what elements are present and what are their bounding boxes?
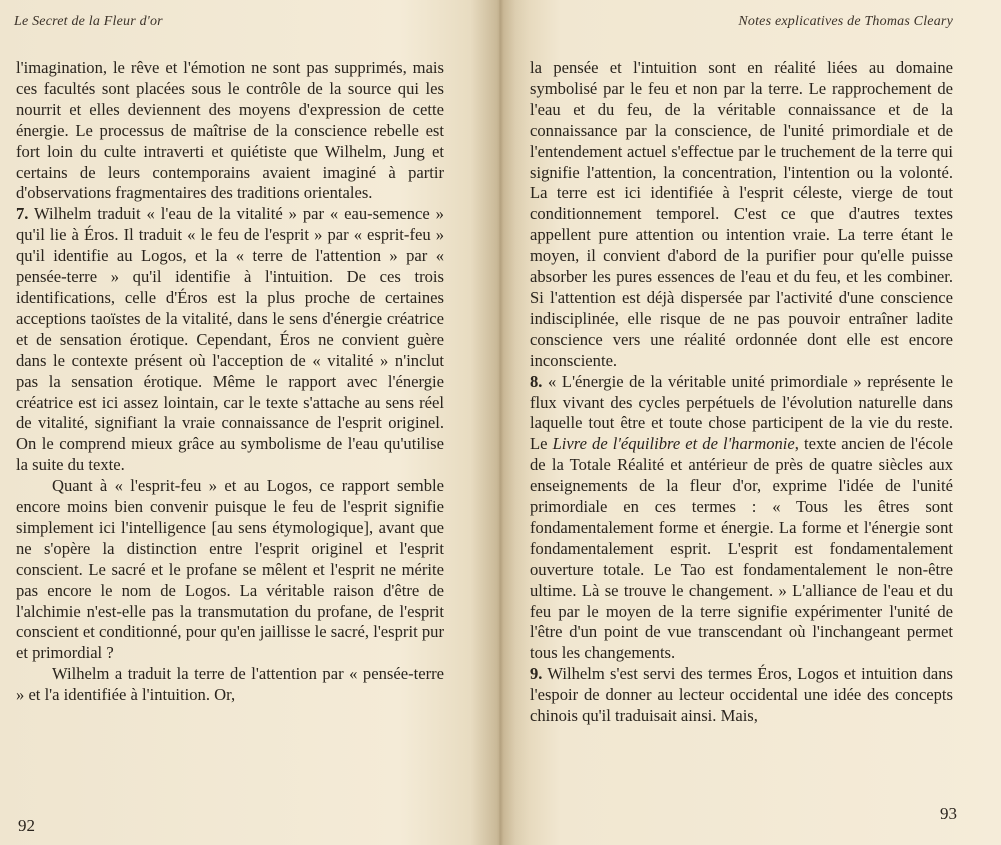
- paragraph: [16, 58, 444, 204]
- paragraph: [16, 476, 444, 664]
- note-number: 9.: [530, 664, 543, 684]
- paragraph-text: , texte ancien de l'école de la Totale Réalité et antérieur de près de quatre siècles aux enseignements de la fleur d'or, exprime l'idée de l'unité primordiale en ces termes : « Tous les êtres sont fondamentalement forme et énergie. La forme et l'énergie sont fondamentalement esprit. L'esprit est fondamentalement ouverture totale. Le Tao est fondamentalement le non-être ultime. Là se trouve le changement. » L'alliance de l'eau et du feu par le moyen de la terre signifie expérimenter l'unité de l'être d'un point de vue transcendant où l'inchangeant permet tous les changements.: [530, 434, 953, 663]
- paragraph-text: « L'énergie de la véritable unité primordiale » représente le flux vivant des cycles perpétuels de l'évolution naturelle dans laquelle tout être et toute chose participent de la vie du reste. Le: [530, 371, 953, 454]
- paragraph-text: Wilhelm a traduit la terre de l'attention par « pensée-terre » et l'a identifiée à l'intuition. Or,: [16, 664, 444, 705]
- paragraph: [16, 664, 444, 706]
- running-head-left: Le Secret de la Fleur d'or: [14, 14, 163, 29]
- paragraph-text: l'imagination, le rêve et l'émotion ne sont pas supprimés, mais ces facultés sont placées sous le contrôle de la source qui les nourrit et elles deviennent des moyens d'expression de cette énergie. Le processus de maîtrise de la conscience rebelle est fort loin du culte intraverti et quiétiste que Wilhelm, Jung et certains de leurs contemporains avaient imaginé à partir d'observations fragmentaires des traditions orientales.: [16, 58, 444, 203]
- page-number-left: 92: [18, 816, 35, 835]
- right-page: [500, 0, 1001, 845]
- right-page-body: [530, 58, 953, 727]
- note-number: 7.: [16, 204, 29, 224]
- book-title: Livre de l'équilibre et de l'harmonie: [552, 434, 795, 454]
- paragraph-text: Quant à « l'esprit-feu » et au Logos, ce rapport semble encore moins bien convenir puisque le feu de l'esprit signifie simplement ici l'intelligence [au sens étymologique], avant que ne s'opère la distinction entre l'esprit originel et l'esprit conscient. Le sacré et le profane se mêlent et l'esprit ne mérite pas encore le nom de Logos. La véritable raison d'être de l'alchimie n'est-elle pas la transmutation du profane, de l'esprit conscient et conditionné, pour qu'en jaillisse le sacré, l'esprit pur et primordial ?: [16, 476, 444, 663]
- paragraph: [530, 58, 953, 372]
- left-page: [0, 0, 490, 845]
- left-page-body: [16, 58, 444, 706]
- page-number-right: 93: [940, 804, 957, 823]
- running-head-right: Notes explicatives de Thomas Cleary: [738, 14, 953, 29]
- note-number: 8.: [530, 371, 543, 391]
- note-7: [16, 204, 444, 476]
- paragraph-text: la pensée et l'intuition sont en réalité liées au domaine symbolisé par le feu et non par la terre. Le rapprochement de l'eau et du feu, de la véritable connaissance et de la connaissance par la conscience, de l'unité primordiale et de l'entendement actuel s'effectue par le truchement de la terre qui signifie l'attention, la concentration, l'intention ou la volonté. La terre est ici identifiée à l'esprit céleste, vierge de tout conditionnement temporel. C'est ce que d'autres textes appellent pure attention ou intention vraie. La terre étant le moyen, il convient d'abord de la purifier pour qu'elle puisse absorber les pures essences de l'eau et du feu, et les combiner. Si l'attention est déjà dispersée par l'activité d'une conscience indisciplinée, elle risque de ne pas pouvoir entraîner ladite conscience vers une réalité ordonnée dont elle est encore inconsciente.: [530, 58, 953, 370]
- paragraph-text: Wilhelm s'est servi des termes Éros, Logos et intuition dans l'espoir de donner au lecteur occidental une idée des concepts chinois qu'il traduisait ainsi. Mais,: [530, 664, 953, 726]
- note-9: [530, 664, 953, 727]
- note-8: [530, 372, 953, 665]
- paragraph-text: Wilhelm traduit « l'eau de la vitalité » par « eau-semence » qu'il lie à Éros. Il traduit « le feu de l'esprit » par « esprit-feu » qu'il identifie au Logos, et la « terre de l'attention » par « pensée-terre » qu'il identifie à l'intuition. De ces trois identifications, celle d'Éros est la plus proche de certaines acceptions taoïstes de la vitalité, dans le sens d'énergie créatrice et de sensation érotique. Cependant, Éros ne convient guère dans le contexte présent où l'acception de « vitalité » n'inclut pas la sensation érotique. Même le rapport avec l'énergie créatrice est ici assez lointain, car le texte s'attache au sens réel de vitalité, signifiant la vraie connaissance de l'esprit originel. On le comprend mieux grâce au symbolisme de l'eau qu'utilise la suite du texte.: [16, 204, 444, 475]
